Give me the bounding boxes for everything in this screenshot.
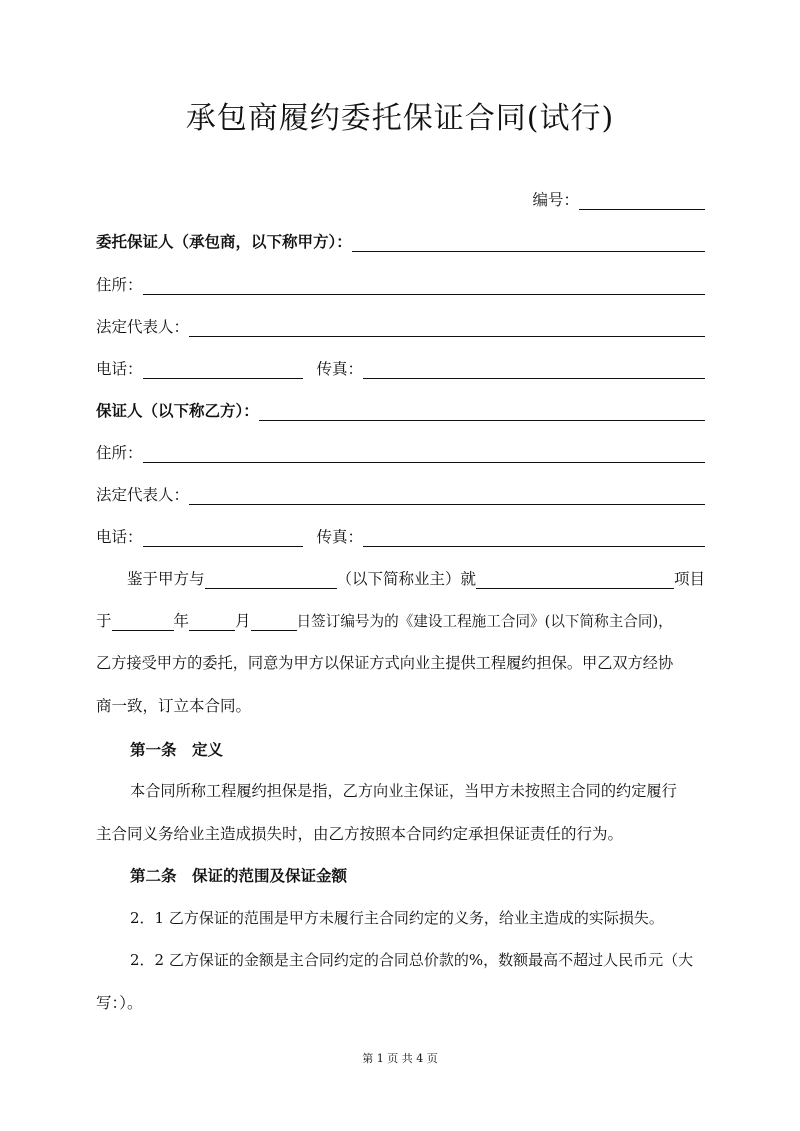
party-b-rep-label: 法定代表人： — [96, 486, 190, 504]
party-a-rep-label: 法定代表人： — [96, 318, 190, 336]
party-a-heading: 委托保证人（承包商，以下称甲方）： — [96, 232, 352, 251]
article-1-heading: 第一条 定义 — [130, 740, 224, 759]
party-b-rep-row — [96, 481, 705, 505]
intro-text: 项目 — [673, 570, 705, 588]
month-field[interactable] — [189, 612, 235, 631]
intro-text: 日签订编号为的《建设工程施工合同》(以下简称主合同)， — [296, 613, 673, 630]
contract-number-row — [532, 186, 705, 210]
party-b-fax-field[interactable] — [363, 528, 705, 547]
party-b-heading: 保证人（以下称乙方）： — [96, 401, 259, 420]
intro-text: 鉴于甲方与 — [127, 570, 205, 588]
party-a-name-field[interactable] — [352, 233, 705, 252]
owner-name-field[interactable] — [205, 570, 337, 589]
party-a-row — [96, 228, 705, 252]
party-a-contact-row — [96, 355, 705, 379]
page-title: 承包商履约委托保证合同(试行) — [185, 101, 615, 136]
party-a-rep-field[interactable] — [189, 318, 705, 337]
year-field[interactable] — [112, 612, 174, 631]
party-b-fax-label: 传真： — [316, 528, 364, 546]
intro-text: （以下简称业主）就 — [336, 570, 477, 588]
party-b-phone-field[interactable] — [143, 528, 303, 547]
party-a-address-label: 住所： — [96, 276, 143, 294]
party-b-name-field[interactable] — [259, 402, 705, 421]
party-a-phone-field[interactable] — [143, 360, 303, 379]
intro-line-4: 商一致，订立本合同。 — [96, 697, 252, 715]
contract-number-label: 编号： — [532, 191, 579, 209]
party-a-address-field[interactable] — [143, 276, 705, 295]
intro-text: 于 — [96, 612, 112, 630]
clause-2-1: 2．1 乙方保证的范围是甲方未履行主合同约定的义务，给业主造成的实际损失。 — [130, 909, 664, 927]
party-a-fax-field[interactable] — [363, 360, 705, 379]
intro-line-3: 乙方接受甲方的委托，同意为甲方以保证方式向业主提供工程履约担保。甲乙双方经协 — [96, 654, 674, 672]
contract-number-field[interactable] — [579, 191, 705, 210]
day-field[interactable] — [251, 612, 297, 631]
party-b-row — [96, 397, 705, 421]
intro-line-1 — [96, 565, 705, 589]
party-a-phone-label: 电话： — [96, 360, 143, 378]
party-b-phone-label: 电话： — [96, 528, 143, 546]
intro-text: 月 — [235, 612, 251, 630]
clause-2-2-line-1: 2．2 乙方保证的金额是主合同约定的合同总价款的%，数额最高不超过人民币元（大 — [130, 951, 694, 969]
party-b-address-label: 住所： — [96, 444, 143, 462]
project-name-field[interactable] — [476, 570, 674, 589]
page-footer: 第 1 页 共 4 页 — [362, 1052, 438, 1065]
article-2-heading: 第二条 保证的范围及保证金额 — [130, 866, 348, 885]
party-a-address-row — [96, 271, 705, 295]
party-b-rep-field[interactable] — [189, 486, 705, 505]
clause-2-2-line-2: 写：）。 — [96, 994, 143, 1012]
party-a-rep-row — [96, 313, 705, 337]
intro-line-2 — [96, 607, 705, 631]
article-1-line-2: 主合同义务给业主造成损失时，由乙方按照本合同约定承担保证责任的行为。 — [96, 825, 624, 843]
party-b-address-field[interactable] — [143, 444, 705, 463]
party-b-contact-row — [96, 523, 705, 547]
party-b-address-row — [96, 439, 705, 463]
party-a-fax-label: 传真： — [316, 360, 364, 378]
article-1-line-1: 本合同所称工程履约担保是指，乙方向业主保证，当甲方未按照主合同的约定履行 — [130, 782, 677, 800]
intro-text: 年 — [173, 612, 190, 630]
